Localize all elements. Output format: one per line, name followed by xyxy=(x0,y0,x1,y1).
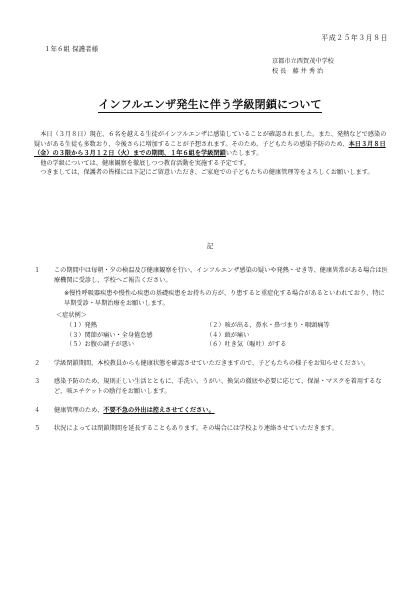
list-item-number: ５ xyxy=(34,425,41,433)
list-item-text: 学級閉鎖期間、本校教員からも健康状態を確認させていただきますので、子どもたちの様子をお知らせください。 xyxy=(54,359,370,367)
document-title-text: インフルエンザ発生に伴う学級閉鎖について xyxy=(98,98,322,111)
list-item xyxy=(34,359,390,369)
list-item xyxy=(34,424,390,434)
principal-name: 校 長 藤 井 秀 治 xyxy=(272,67,324,75)
list-item-number: ４ xyxy=(34,406,41,414)
paragraph-1-tail: いたします。 xyxy=(225,150,263,158)
paragraph-3: つきましては、保護者の皆様には下記にご留意いただき、ご家庭での子どもたちの健康管理等をよろしくお願いします。 xyxy=(40,169,374,177)
list-item-text: 状況によっては閉鎖期間を延長することもあります。その場合には学校より連絡させていただきます。 xyxy=(54,425,338,433)
issue-date: 平成２５年３月８日 xyxy=(321,34,388,42)
list-item-number: ３ xyxy=(34,378,41,386)
list-item-number: １ xyxy=(34,267,41,274)
list-item-text: 感染予防のため、規則正しい生活とともに、手洗い、うがい、換気の徹底や必要に応じて、保湿・マスクを着用するなど、咳エチケットの励行をお願いします。 xyxy=(54,378,382,396)
document-title xyxy=(0,96,420,113)
list-item-text xyxy=(54,406,390,416)
paragraph-1 xyxy=(34,130,390,159)
symptom-heading: ＜症状例＞ xyxy=(56,312,87,320)
symptom-item: （３）関節が痛い・全身倦怠感 xyxy=(66,331,153,339)
list-item-text: この期間中は毎朝・夕の検温及び健康観察を行い、インフルエンザ感染の疑いや発熱・せき等、健康異常がある場合は医療機関に受診し、学校へご報告ください。 xyxy=(54,267,388,284)
symptom-item: （４）頭が痛い xyxy=(206,331,250,339)
symptom-item: （２）咳が出る、鼻水・鼻づまり・咽頭痛等 xyxy=(206,322,330,330)
symptom-item: （１）発熱 xyxy=(66,322,97,330)
ki-heading: 記 xyxy=(206,242,214,250)
school-name: 京都市立西賀茂中学校 xyxy=(272,58,334,65)
symptom-list xyxy=(54,321,390,350)
caution-note: ※慢性呼吸器疾患や慢性心疾患の基礎疾患をお持ちの方が、り患すると重症化する場合があるといわれており、特に早期受診・早期治療をお願いします。 xyxy=(64,290,385,307)
notice-list xyxy=(34,266,390,443)
list-item-number: ２ xyxy=(34,359,41,367)
paragraph-2: 他の学級については、健康観察を徹底しつつ教育活動を実施する予定です。 xyxy=(40,159,250,167)
closure-period: 本日３月８日（金）の３限から３月１２日（火）までの期間、１年６組を学級閉鎖 xyxy=(34,140,386,158)
symptom-item: （６）吐き気（嘔吐）がする xyxy=(206,341,287,349)
symptom-item: （５）お腹の調子が悪い xyxy=(66,341,135,349)
list-item-lead: 健康管理のため、 xyxy=(54,406,104,414)
paragraph-1-lead: そのため、子どもたちの感染予防のため、 xyxy=(231,140,349,148)
list-item xyxy=(34,377,390,396)
body-text xyxy=(34,130,390,178)
recipient: １年６組 保護者様 xyxy=(44,45,99,53)
outing-warning: 不要不急の外出は控えさせてください。 xyxy=(103,406,215,414)
paragraph-1-text: 本日（３月８日）現在、６名を越える生徒がインフルエンザに感染していることが確認されました。また、発熱などで感染の疑いがある生徒も多数おり、今後さらに増加することが予想されます。 xyxy=(34,131,387,148)
list-item xyxy=(34,406,390,416)
sender-block xyxy=(272,57,388,76)
list-item xyxy=(34,266,390,350)
